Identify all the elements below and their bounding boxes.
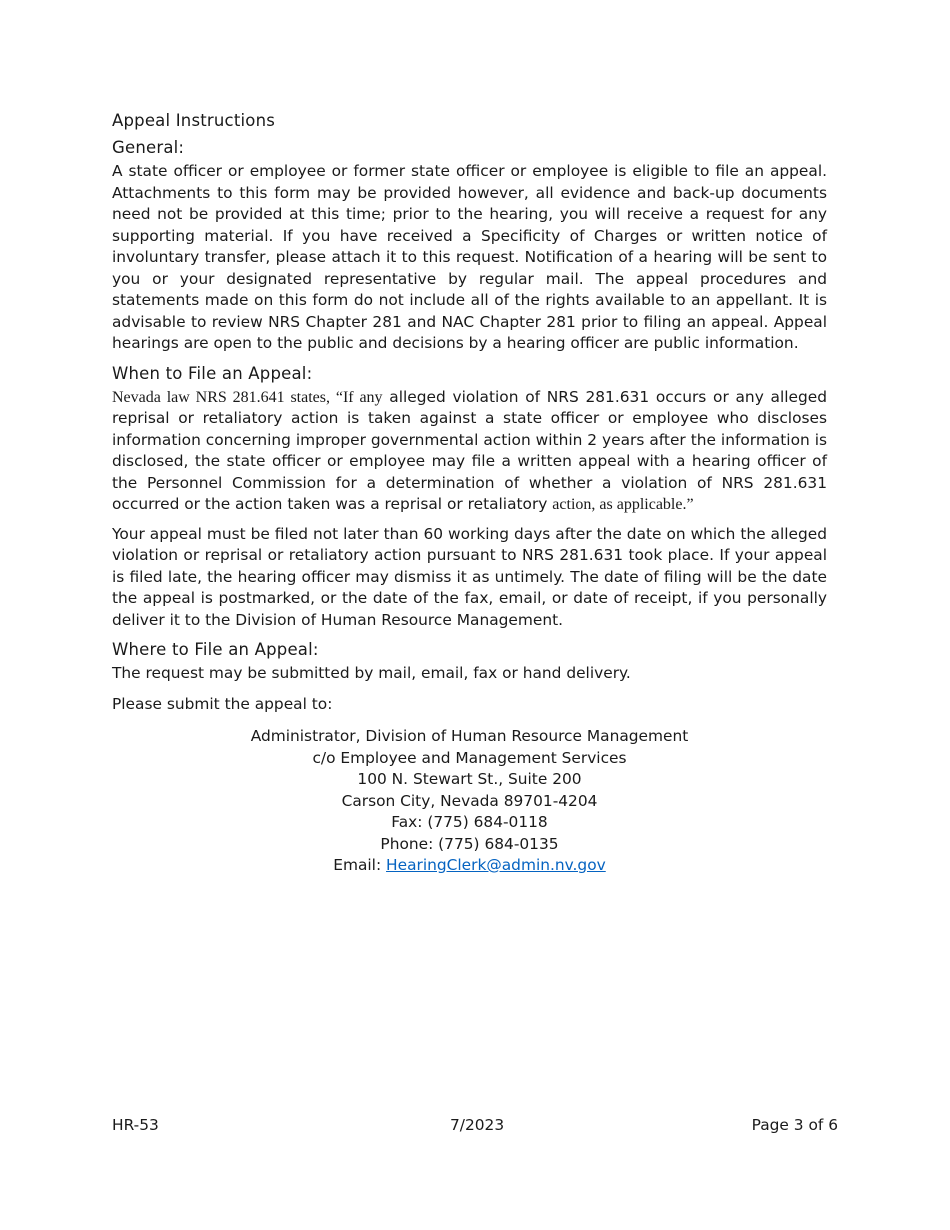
fax-number: Fax: (775) 684-0118 xyxy=(391,813,548,831)
email-link[interactable]: HearingClerk@admin.nv.gov xyxy=(386,856,606,874)
email-label: Email: xyxy=(333,856,387,874)
general-heading: General: xyxy=(112,138,185,157)
mailing-address xyxy=(112,726,827,877)
nrs-quote-lead: Nevada law NRS 281.641 states, “If any xyxy=(112,388,383,406)
email-line xyxy=(112,855,827,877)
address-line-2: c/o Employee and Management Services xyxy=(312,748,627,767)
page-footer xyxy=(112,1114,838,1136)
where-heading: Where to File an Appeal: xyxy=(112,640,319,659)
revision-date: 7/2023 xyxy=(450,1116,505,1134)
submission-methods: The request may be submitted by mail, email, fax or hand delivery. xyxy=(112,664,631,682)
when-heading: When to File an Appeal: xyxy=(112,363,313,383)
document-body xyxy=(112,110,827,877)
deadline-paragraph: Your appeal must be filed not later than 60 working days after the date on which the alleged violation or reprisal or retaliatory action pursuant to NRS 281.631 took place. If your appeal is filed late, the hearing officer may dismiss it as untimely. The date of filing will be the date the appeal is postmarked, or the date of the fax, email, or date of receipt, if you personally deliver it to the Division of Human Resource Management. xyxy=(112,524,827,629)
address-line-3: 100 N. Stewart St., Suite 200 xyxy=(357,770,582,788)
page-number: Page 3 of 6 xyxy=(751,1116,838,1134)
address-line-1: Administrator, Division of Human Resource Management xyxy=(250,727,689,745)
form-id: HR-53 xyxy=(112,1116,159,1134)
page-title: Appeal Instructions xyxy=(112,111,276,130)
nrs-quote-tail: action, as applicable.” xyxy=(552,496,694,513)
address-line-4: Carson City, Nevada 89701-4204 xyxy=(341,791,598,810)
phone-number: Phone: (775) 684-0135 xyxy=(380,834,559,853)
nrs-quote-paragraph xyxy=(112,387,827,516)
general-paragraph: A state officer or employee or former state officer or employee is eligible to file an appeal. Attachments to this form may be provided however, all evidence and back-up documents need not be provided at this time; prior to the hearing, you will receive a request for any supporting material. If you have received a Specificity of Charges or written notice of involuntary transfer, please attach it to this request. Notification of a hearing will be sent to you or your designated representative by regular mail. The appeal procedures and statements made on this form do not include all of the rights available to an appellant. It is advisable to review NRS Chapter 281 and NAC Chapter 281 prior to filing an appeal. Appeal hearings are open to the public and decisions by a hearing officer are public information. xyxy=(112,162,827,352)
submit-to-label: Please submit the appeal to: xyxy=(112,694,333,713)
nrs-quote-body: alleged violation of NRS 281.631 occurs or any alleged reprisal or retaliatory action is taken against a state officer or employee who discloses information concerning improper governmental action within 2 years after the information is disclosed, the state officer or employee may file a written appeal with a hearing officer of the Personnel Commission for a determination of whether a violation of NRS 281.631 occurred or the action taken was a reprisal or retaliatory xyxy=(112,387,827,513)
